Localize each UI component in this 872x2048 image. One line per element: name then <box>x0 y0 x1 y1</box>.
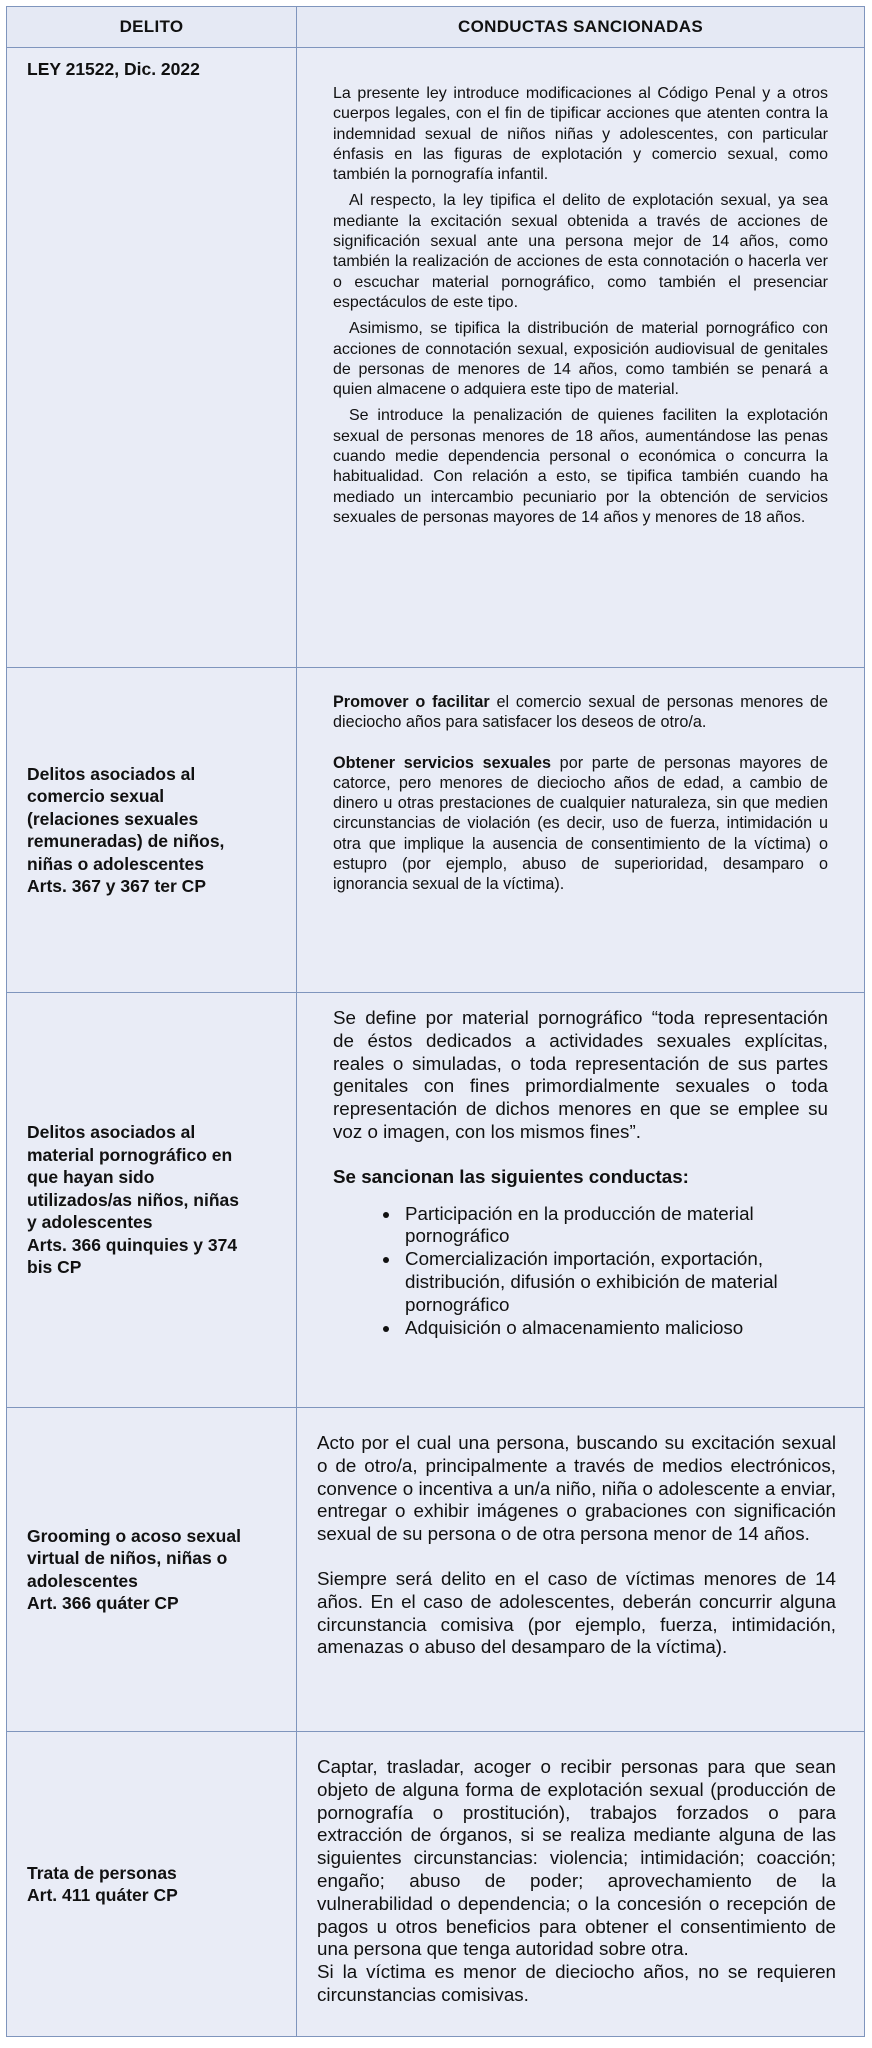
delito-line: utilizados/as niños, niñas <box>27 1189 239 1210</box>
delito-title <box>7 1121 296 1279</box>
conductas-text <box>297 48 864 528</box>
bold-phrase: Promover o facilitar <box>333 693 490 711</box>
conductas-cell <box>297 48 865 668</box>
delito-line: que hayan sido <box>27 1167 155 1188</box>
delito-cell <box>7 1732 297 2037</box>
paragraph: Acto por el cual una persona, buscando su excitación sexual o de otro/a, principalmente a través de medios electrónicos, convence o incentiva a un/a niño, niña o adolescente a enviar, entregar o exhibir imágenes o grabaciones con significación sexual de su persona o de otra persona menor de 14 años. <box>317 1432 836 1545</box>
delito-line: material pornográfico en <box>27 1144 233 1165</box>
definition-paragraph: Se define por material pornográfico “toda representación de éstos dedicados a actividades sexuales explícitas, reales o simuladas, o toda representación de sus partes genitales con fines primordialmente sexuales o toda representación de dichos menores en que se emplee su voz o imagen, con los mismos fines”. <box>333 1007 828 1142</box>
delito-line: remuneradas) de niños, <box>27 831 225 851</box>
delito-line: Trata de personas <box>27 1862 177 1883</box>
delito-line: y adolescentes <box>27 1212 153 1233</box>
paragraph: Asimismo, se tipifica la distribución de material pornográfico con acciones de connotación sexual, exposición audiovisual de genitales de personas de menores de 14 años, como también se penará a quien almacene o adquiera este tipo de material. <box>333 320 828 399</box>
delito-line: LEY 21522, Dic. 2022 <box>27 59 200 79</box>
delito-title <box>7 48 296 81</box>
delito-line: Art. 411 quáter CP <box>27 1885 178 1905</box>
conductas-heading: Se sancionan las siguientes conductas: <box>333 1165 689 1187</box>
paragraph: Captar, trasladar, acoger o recibir personas para que sean objeto de alguna forma de explotación sexual (producción de pornografía o prostitución), trabajos forzados o para extracción de órganos, si se realiza mediante alguna de las siguientes circunstancias: violencia; intimidación; coacción; engaño; abuso de poder; aprovechamiento de la vulnerabilidad o dependencia; o la concesión o recepción de pagos u otros beneficios para obtener el consentimiento de una persona que tenga autoridad sobre otra. <box>317 1756 836 1960</box>
delito-line: Arts. 367 y 367 ter CP <box>27 876 206 896</box>
delito-line: adolescentes <box>27 1570 138 1591</box>
paragraph: Si la víctima es menor de dieciocho años, no se requieren circunstancias comisivas. <box>317 1961 836 2005</box>
delito-cell <box>7 48 297 668</box>
conductas-cell <box>297 993 865 1408</box>
paragraph <box>333 753 828 895</box>
conductas-text <box>297 993 864 1339</box>
conductas-cell <box>297 1408 865 1732</box>
delito-line: virtual de niños, niñas o <box>27 1548 228 1568</box>
table-row <box>7 993 865 1408</box>
delito-line: Delitos asociados al <box>27 763 196 784</box>
delito-line: niñas o adolescentes <box>27 853 205 874</box>
paragraph-text: el comercio sexual de personas menores de dieciocho años para satisfacer los deseos de otro/a. <box>333 693 828 732</box>
delito-cell <box>7 668 297 993</box>
crimes-table <box>6 6 865 2037</box>
delito-cell <box>7 993 297 1408</box>
delito-line: Art. 366 quáter CP <box>27 1593 179 1613</box>
table-row <box>7 1408 865 1732</box>
header-delito: DELITO <box>7 7 297 48</box>
table-row <box>7 48 865 668</box>
delito-line: (relaciones sexuales <box>27 808 199 829</box>
paragraph: La presente ley introduce modificaciones al Código Penal y a otros cuerpos legales, con el fin de tipificar acciones que atenten contra la indemnidad sexual de niños niñas y adolescentes, con particular énfasis en las figuras de explotación y comercio sexual, como también la pornografía infantil. <box>333 85 828 184</box>
delito-title <box>7 1525 296 1615</box>
table-row <box>7 1732 865 2037</box>
table-header-row <box>7 7 865 48</box>
conductas-text <box>297 1408 864 1659</box>
delito-line: Grooming o acoso sexual <box>27 1525 241 1546</box>
conductas-cell <box>297 668 865 993</box>
list-item: • Comercialización importación, exportación, distribución, difusión o exhibición de material pornográfico <box>401 1248 828 1316</box>
conductas-text <box>297 668 864 895</box>
delito-line: Delitos asociados al <box>27 1122 196 1143</box>
delito-title <box>7 1862 296 1907</box>
conductas-text <box>297 1732 864 2007</box>
delito-title <box>7 763 296 898</box>
table-row <box>7 668 865 993</box>
delito-line: comercio sexual <box>27 786 165 806</box>
header-conductas: CONDUCTAS SANCIONADAS <box>297 7 865 48</box>
paragraph <box>333 692 828 733</box>
list-item: • Participación en la producción de material pornográfico <box>401 1203 828 1249</box>
paragraph: Siempre será delito en el caso de víctimas menores de 14 años. En el caso de adolescentes, deberán concurrir alguna circunstancia comisiva (por ejemplo, fuerza, intimidación, amenazas o abuso del desamparo de la víctima). <box>317 1567 836 1658</box>
paragraph-text: por parte de personas mayores de catorce, pero menores de dieciocho años de edad, a cambio de dinero u otras prestaciones de cualquier naturaleza, sin que medien circunstancias de violación (es decir, uso de fuerza, intimidación u otra que implique la ausencia de consentimiento de la víctima) o estupro (por ejemplo, abuso de superioridad, desamparo o ignorancia sexual de la víctima). <box>333 753 829 894</box>
paragraph: Al respecto, la ley tipifica el delito de explotación sexual, ya sea mediante la excitación sexual obtenida a través de acciones de significación sexual ante una persona mejor de 14 años, como también la realización de acciones de esta connotación o hacerla ver o escuchar material pornográfico, como también el presenciar espectáculos de este tipo. <box>333 192 828 311</box>
list-item: • Adquisición o almacenamiento malicioso <box>401 1317 828 1340</box>
delito-line: bis CP <box>27 1257 82 1278</box>
conductas-list <box>333 1203 828 1340</box>
paragraph: Se introduce la penalización de quienes faciliten la explotación sexual de personas menores de 18 años, aumentándose las penas cuando medie dependencia personal o económica o concurra la habitualidad. Con relación a esto, se tipifica también cuando ha mediado un intercambio pecuniario por la obtención de servicios sexuales de personas mayores de 14 años y menores de 18 años. <box>333 407 828 526</box>
delito-cell <box>7 1408 297 1732</box>
conductas-cell <box>297 1732 865 2037</box>
bold-phrase: Obtener servicios sexuales <box>333 753 552 772</box>
delito-line: Arts. 366 quinquies y 374 <box>27 1234 238 1255</box>
